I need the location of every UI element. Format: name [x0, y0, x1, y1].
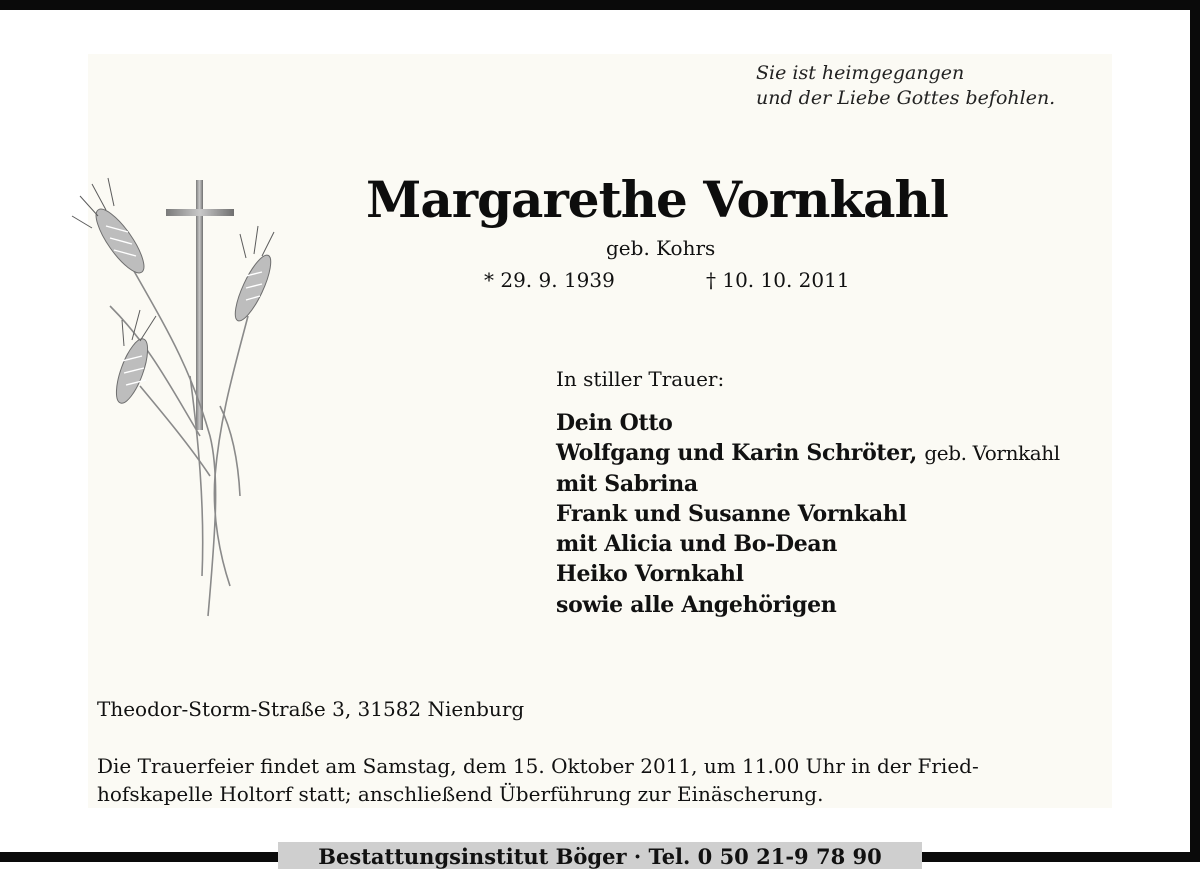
motto-line-2: und der Liebe Gottes befohlen.	[756, 87, 1056, 109]
funeral-home-footer: Bestattungsinstitut Böger · Tel. 0 50 21-9 78 90	[278, 842, 922, 869]
mourner-line: Wolfgang und Karin Schröter,	[556, 440, 918, 467]
mourner-line: mit Alicia und Bo-Dean	[556, 531, 838, 558]
mourner-maiden-name: geb. Vornkahl	[924, 441, 1060, 466]
address: Theodor-Storm-Straße 3, 31582 Nienburg	[97, 697, 525, 721]
mourner-line: Frank und Susanne Vornkahl	[556, 500, 907, 527]
cross-horizontal	[166, 209, 234, 216]
death-date: † 10. 10. 2011	[706, 268, 850, 292]
mourner-line: Heiko Vornkahl	[556, 561, 744, 588]
cross-with-wheat-icon	[70, 176, 280, 626]
deceased-name: Margarethe Vornkahl	[366, 170, 948, 229]
service-line-1: Die Trauerfeier findet am Samstag, dem 15. Oktober 2011, um 11.00 Uhr in der Fried-	[97, 754, 979, 778]
motto	[756, 61, 1055, 111]
life-dates	[484, 268, 850, 292]
wheat-awns	[72, 178, 274, 346]
mourner-line: sowie alle Angehörigen	[556, 591, 837, 618]
wheat-stalks	[110, 264, 248, 616]
mourners-list	[556, 408, 1060, 620]
mourner-line: Dein Otto	[556, 410, 673, 436]
mourner-line-with-suffix	[556, 438, 1060, 468]
mourner-line: mit Sabrina	[556, 470, 698, 497]
motto-line-1: Sie ist heimgegangen	[756, 62, 965, 84]
service-info	[97, 752, 979, 808]
birth-date: * 29. 9. 1939	[484, 268, 615, 292]
cross-vertical	[196, 180, 203, 430]
service-line-2: hofskapelle Holtorf statt; anschließend Überführung zur Einäscherung.	[97, 782, 824, 806]
mourners-intro: In stiller Trauer:	[556, 367, 725, 391]
wheat-ears	[88, 203, 277, 407]
maiden-name: geb. Kohrs	[606, 236, 716, 260]
